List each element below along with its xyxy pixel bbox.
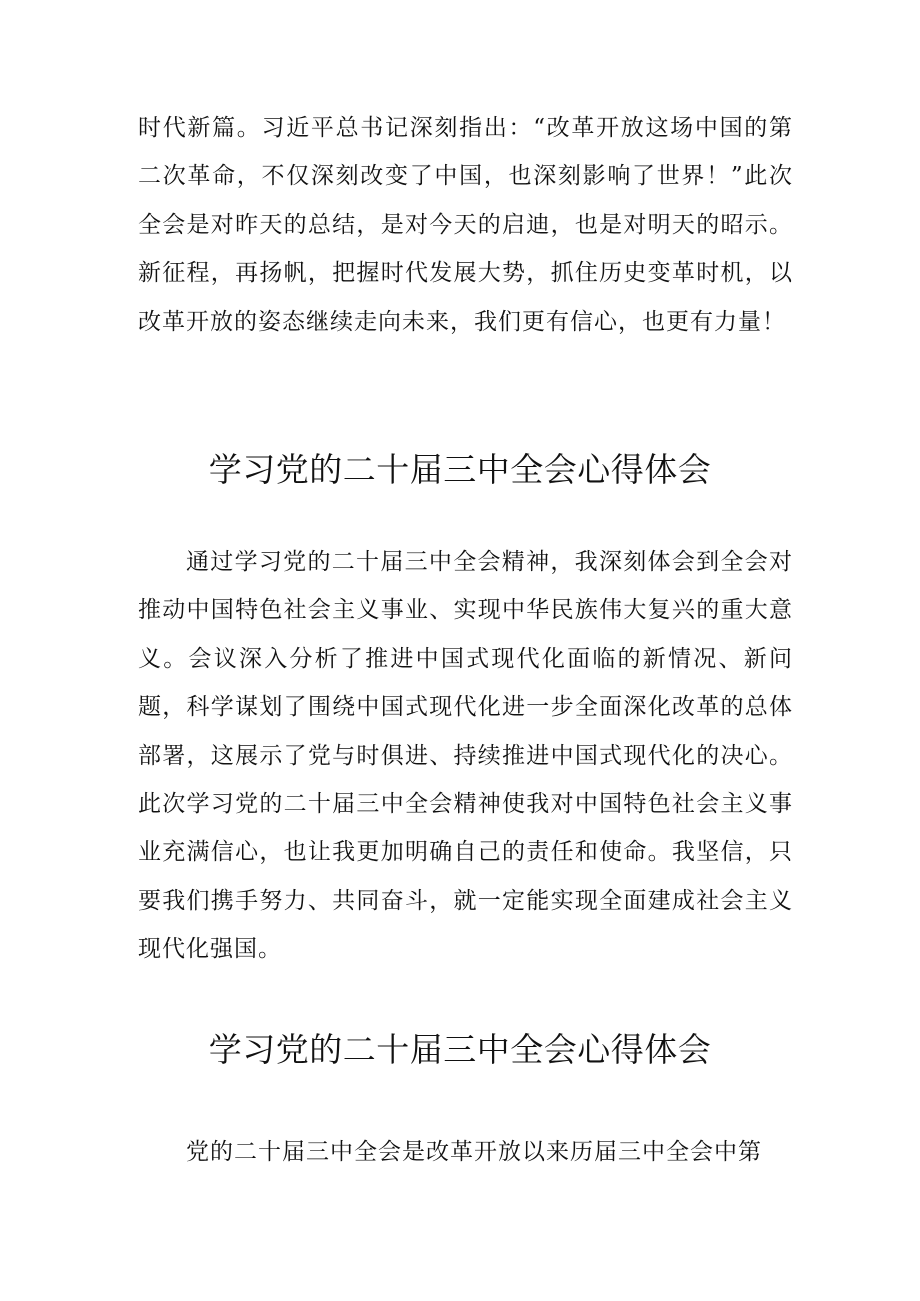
body-paragraph: 党的二十届三中全会是改革开放以来历届三中全会中第 (186, 1139, 762, 1165)
section-heading: 学习党的二十届三中全会心得体会 (208, 1030, 712, 1069)
section-heading: 学习党的二十届三中全会心得体会 (208, 450, 712, 489)
body-paragraph: 时代新篇。习近平总书记深刻指出：“改革开放这场中国的第二次革命，不仅深刻改变了中国，也深刻影响了世界！”此次全会是对昨天的总结，是对今天的启迪，也是对明天的昭示。新征程，再扬帆，把握时代发展大势，抓住历史变革时机，以改革开放的姿态继续走向未来，我们更有信心，也更有力量！ (138, 115, 793, 335)
body-paragraph: 通过学习党的二十届三中全会精神，我深刻体会到全会对推动中国特色社会主义事业、实现中华民族伟大复兴的重大意义。会议深入分析了推进中国式现代化面临的新情况、新问题，科学谋划了围绕中国式现代化进一步全面深化改革的总体部署，这展示了党与时俱进、持续推进中国式现代化的决心。此次学习党的二十届三中全会精神使我对中国特色社会主义事业充满信心，也让我更加明确自己的责任和使命。我坚信，只要我们携手努力、共同奋斗，就一定能实现全面建成社会主义现代化强国。 (138, 549, 793, 963)
